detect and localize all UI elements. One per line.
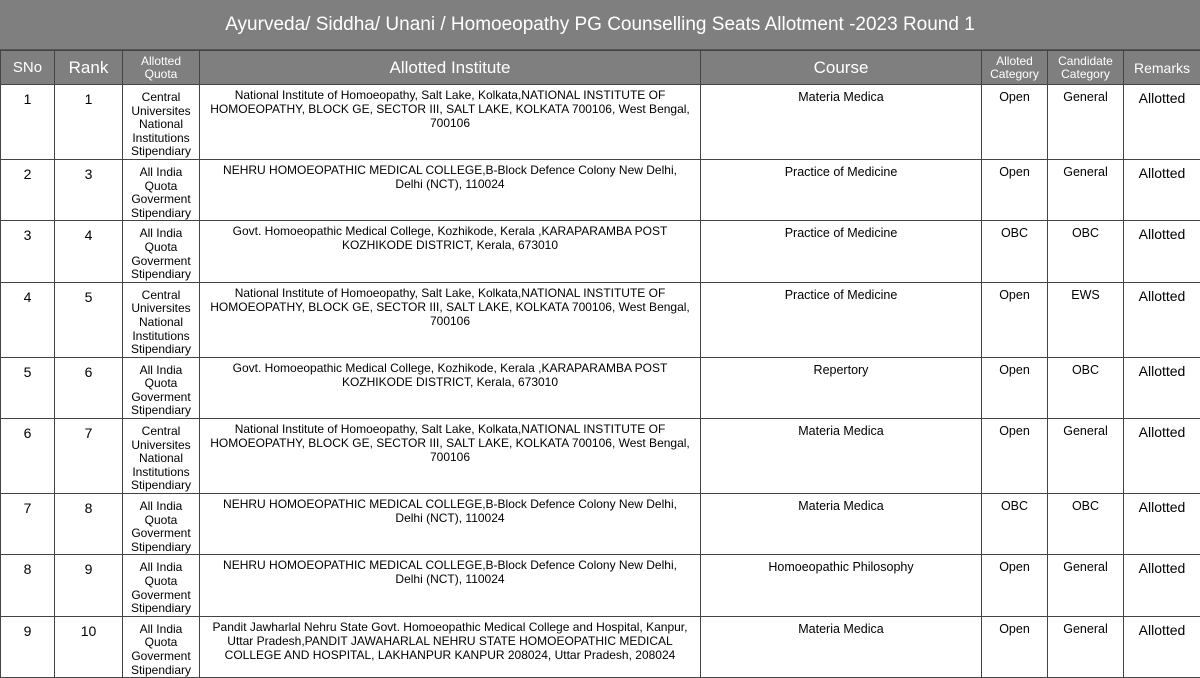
cell-candidate-category: OBC [1048, 221, 1124, 282]
cell-rank: 9 [55, 555, 123, 616]
table-row [1, 357, 1200, 418]
cell-institute: NEHRU HOMOEOPATHIC MEDICAL COLLEGE,B-Block Defence Colony New Delhi, Delhi (NCT), 110024 [200, 555, 701, 616]
cell-remarks: Allotted [1124, 419, 1200, 494]
cell-sno: 7 [1, 494, 55, 555]
table-header-row [1, 51, 1200, 85]
cell-institute: National Institute of Homoeopathy, Salt Lake, Kolkata,NATIONAL INSTITUTE OF HOMOEOPATHY, BLOCK GE, SECTOR III, SALT LAKE, KOLKATA 700106, West Bengal, 700106 [200, 282, 701, 357]
cell-institute: NEHRU HOMOEOPATHIC MEDICAL COLLEGE,B-Block Defence Colony New Delhi, Delhi (NCT), 110024 [200, 159, 701, 220]
table-row [1, 555, 1200, 616]
cell-remarks: Allotted [1124, 221, 1200, 282]
cell-candidate-category: General [1048, 159, 1124, 220]
cell-course: Practice of Medicine [701, 221, 982, 282]
table-row [1, 85, 1200, 160]
cell-sno: 5 [1, 357, 55, 418]
cell-remarks: Allotted [1124, 555, 1200, 616]
cell-sno: 4 [1, 282, 55, 357]
cell-remarks: Allotted [1124, 357, 1200, 418]
cell-candidate-category: General [1048, 555, 1124, 616]
header-remarks: Remarks [1124, 51, 1200, 85]
cell-candidate-category: General [1048, 419, 1124, 494]
cell-alloted-category: OBC [982, 221, 1048, 282]
cell-course: Materia Medica [701, 494, 982, 555]
cell-remarks: Allotted [1124, 159, 1200, 220]
cell-candidate-category: OBC [1048, 494, 1124, 555]
header-sno: SNo [1, 51, 55, 85]
page-title: Ayurveda/ Siddha/ Unani / Homoeopathy PG Counselling Seats Allotment -2023 Round 1 [0, 0, 1200, 50]
cell-quota: All India Quota Goverment Stipendiary [123, 221, 200, 282]
cell-candidate-category: EWS [1048, 282, 1124, 357]
cell-alloted-category: Open [982, 159, 1048, 220]
cell-quota: All India Quota Goverment Stipendiary [123, 357, 200, 418]
cell-alloted-category: OBC [982, 494, 1048, 555]
header-rank: Rank [55, 51, 123, 85]
cell-rank: 7 [55, 419, 123, 494]
cell-institute: Pandit Jawharlal Nehru State Govt. Homoeopathic Medical College and Hospital, Kanpur, Uttar Pradesh,PANDIT JAWAHARLAL NEHRU STATE HOMOEOPATHIC MEDICAL COLLEGE AND HOSPITAL, LAKHANPUR KANPUR 208024, Uttar Pradesh, 208024 [200, 616, 701, 677]
cell-remarks: Allotted [1124, 494, 1200, 555]
cell-course: Repertory [701, 357, 982, 418]
cell-course: Materia Medica [701, 419, 982, 494]
cell-candidate-category: General [1048, 85, 1124, 160]
cell-rank: 3 [55, 159, 123, 220]
cell-remarks: Allotted [1124, 85, 1200, 160]
cell-alloted-category: Open [982, 419, 1048, 494]
cell-sno: 8 [1, 555, 55, 616]
cell-institute: National Institute of Homoeopathy, Salt Lake, Kolkata,NATIONAL INSTITUTE OF HOMOEOPATHY, BLOCK GE, SECTOR III, SALT LAKE, KOLKATA 700106, West Bengal, 700106 [200, 85, 701, 160]
cell-course: Practice of Medicine [701, 282, 982, 357]
cell-course: Homoeopathic Philosophy [701, 555, 982, 616]
header-candidate-category: Candidate Category [1048, 51, 1124, 85]
table-row [1, 282, 1200, 357]
cell-quota: All India Quota Goverment Stipendiary [123, 494, 200, 555]
cell-rank: 4 [55, 221, 123, 282]
cell-sno: 2 [1, 159, 55, 220]
cell-rank: 1 [55, 85, 123, 160]
table-row [1, 616, 1200, 677]
cell-candidate-category: OBC [1048, 357, 1124, 418]
cell-quota: Central Universites National Institutions Stipendiary [123, 282, 200, 357]
cell-alloted-category: Open [982, 282, 1048, 357]
cell-rank: 10 [55, 616, 123, 677]
cell-course: Practice of Medicine [701, 159, 982, 220]
cell-remarks: Allotted [1124, 282, 1200, 357]
cell-quota: Central Universites National Institutions Stipendiary [123, 85, 200, 160]
header-allotted-quota: Allotted Quota [123, 51, 200, 85]
cell-institute: Govt. Homoeopathic Medical College, Kozhikode, Kerala ,KARAPARAMBA POST KOZHIKODE DISTRICT, Kerala, 673010 [200, 357, 701, 418]
cell-rank: 6 [55, 357, 123, 418]
cell-course: Materia Medica [701, 85, 982, 160]
cell-quota: All India Quota Goverment Stipendiary [123, 555, 200, 616]
cell-institute: NEHRU HOMOEOPATHIC MEDICAL COLLEGE,B-Block Defence Colony New Delhi, Delhi (NCT), 110024 [200, 494, 701, 555]
table-row [1, 221, 1200, 282]
header-allotted-institute: Allotted Institute [200, 51, 701, 85]
cell-quota: Central Universites National Institutions Stipendiary [123, 419, 200, 494]
cell-alloted-category: Open [982, 555, 1048, 616]
cell-rank: 5 [55, 282, 123, 357]
cell-course: Materia Medica [701, 616, 982, 677]
cell-remarks: Allotted [1124, 616, 1200, 677]
cell-rank: 8 [55, 494, 123, 555]
allotment-table [0, 50, 1200, 678]
cell-quota: All India Quota Goverment Stipendiary [123, 616, 200, 677]
header-course: Course [701, 51, 982, 85]
cell-candidate-category: General [1048, 616, 1124, 677]
cell-institute: Govt. Homoeopathic Medical College, Kozhikode, Kerala ,KARAPARAMBA POST KOZHIKODE DISTRICT, Kerala, 673010 [200, 221, 701, 282]
cell-quota: All India Quota Goverment Stipendiary [123, 159, 200, 220]
table-row [1, 494, 1200, 555]
cell-alloted-category: Open [982, 357, 1048, 418]
cell-sno: 1 [1, 85, 55, 160]
header-alloted-category: Alloted Category [982, 51, 1048, 85]
cell-sno: 3 [1, 221, 55, 282]
table-row [1, 419, 1200, 494]
cell-sno: 9 [1, 616, 55, 677]
cell-alloted-category: Open [982, 85, 1048, 160]
cell-sno: 6 [1, 419, 55, 494]
table-row [1, 159, 1200, 220]
cell-institute: National Institute of Homoeopathy, Salt Lake, Kolkata,NATIONAL INSTITUTE OF HOMOEOPATHY, BLOCK GE, SECTOR III, SALT LAKE, KOLKATA 700106, West Bengal, 700106 [200, 419, 701, 494]
cell-alloted-category: Open [982, 616, 1048, 677]
